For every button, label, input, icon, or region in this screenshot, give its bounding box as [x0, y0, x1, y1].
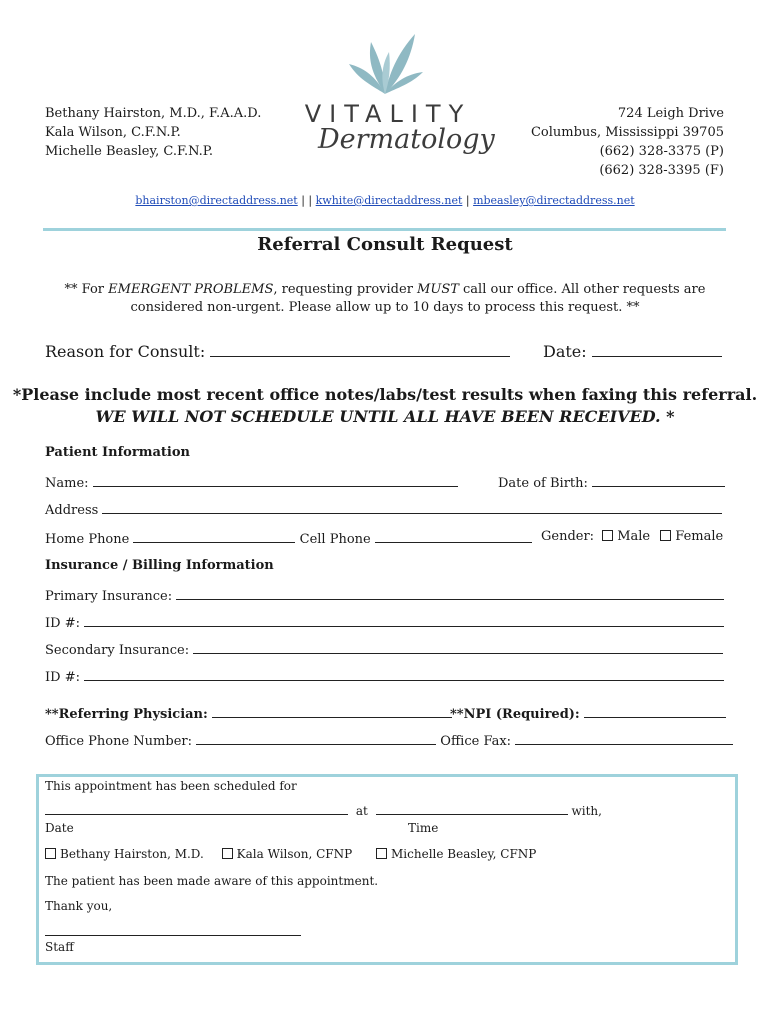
- dob-row: [498, 473, 725, 491]
- email-separator: |: [462, 194, 474, 207]
- email-link[interactable]: mbeasley@directaddress.net: [473, 194, 635, 207]
- primary-id-input[interactable]: [84, 613, 724, 627]
- provider-name: Kala Wilson, C.F.N.P.: [45, 125, 181, 140]
- office-contact-row: [45, 731, 733, 749]
- scheduled-text: This appointment has been scheduled for: [45, 779, 297, 793]
- primary-id-row: [45, 613, 724, 631]
- provider-checkbox[interactable]: [222, 848, 233, 859]
- appointment-time-input[interactable]: [376, 803, 568, 815]
- note-text: call our office. All other requests are considered non-urgent. Please allow up to 10 days to process this request. **: [130, 282, 706, 315]
- address-line: 724 Leigh Drive: [617, 106, 724, 121]
- cell-phone-input[interactable]: [375, 529, 532, 543]
- note-emphasis: MUST: [417, 282, 459, 297]
- office-fax-label: Office Fax:: [440, 734, 512, 749]
- referring-physician-input[interactable]: [212, 704, 452, 718]
- date-label: Date:: [543, 342, 587, 361]
- note-text: , requesting provider: [273, 282, 418, 297]
- name-input[interactable]: [93, 473, 458, 487]
- id-label: ID #:: [45, 670, 80, 685]
- reason-input[interactable]: [210, 343, 510, 357]
- appointment-date-input[interactable]: [45, 803, 348, 815]
- insurance-section-heading: Insurance / Billing Information: [45, 558, 274, 573]
- note-text: ** For: [64, 282, 109, 297]
- leaf-logo-icon: [345, 28, 425, 98]
- primary-insurance-label: Primary Insurance:: [45, 589, 173, 604]
- email-links: [0, 194, 770, 207]
- secondary-insurance-input[interactable]: [193, 640, 723, 654]
- name-row: [45, 473, 458, 491]
- address-input[interactable]: [102, 500, 722, 514]
- header-divider: [43, 228, 726, 231]
- provider-option-label: Bethany Hairston, M.D.: [60, 847, 204, 861]
- phone-row: [45, 529, 532, 547]
- home-phone-label: Home Phone: [45, 532, 130, 547]
- npi-input[interactable]: [584, 704, 726, 718]
- female-label: Female: [675, 529, 724, 544]
- with-text: with,: [571, 804, 602, 818]
- name-label: Name:: [45, 476, 89, 491]
- npi-row: [450, 704, 726, 722]
- referring-row: [45, 704, 452, 722]
- dob-label: Date of Birth:: [498, 476, 588, 491]
- provider-options: [45, 847, 536, 861]
- primary-insurance-input[interactable]: [176, 586, 724, 600]
- npi-label: **NPI (Required):: [450, 707, 580, 722]
- aware-text: The patient has been made aware of this appointment.: [45, 874, 379, 888]
- secondary-id-input[interactable]: [84, 667, 724, 681]
- cell-phone-label: Cell Phone: [299, 532, 371, 547]
- staff-caption: Staff: [45, 940, 74, 954]
- schedule-row: [45, 803, 602, 818]
- provider-option-label: Michelle Beasley, CFNP: [391, 847, 537, 861]
- secondary-id-row: [45, 667, 724, 685]
- patient-section-heading: Patient Information: [45, 445, 190, 460]
- thanks-text: Thank you,: [45, 899, 113, 913]
- provider-checkbox[interactable]: [376, 848, 387, 859]
- primary-insurance-row: [45, 586, 724, 604]
- gender-row: [541, 529, 723, 544]
- date-input[interactable]: [592, 343, 722, 357]
- male-checkbox[interactable]: [602, 530, 613, 541]
- provider-checkbox[interactable]: [45, 848, 56, 859]
- office-phone-input[interactable]: [196, 731, 436, 745]
- date-caption: Date: [45, 821, 74, 835]
- time-caption: Time: [408, 821, 439, 835]
- provider-option-label: Kala Wilson, CFNP: [236, 847, 353, 861]
- secondary-insurance-row: [45, 640, 723, 658]
- records-notice-line: WE WILL NOT SCHEDULE UNTIL ALL HAVE BEEN RECEIVED. *: [95, 407, 675, 426]
- provider-list: [45, 104, 261, 161]
- email-link[interactable]: bhairston@directaddress.net: [135, 194, 298, 207]
- records-notice-line: *Please include most recent office notes/labs/test results when faxing this referral.: [12, 385, 758, 404]
- id-label: ID #:: [45, 616, 80, 631]
- date-row: [543, 342, 722, 361]
- at-text: at: [355, 804, 368, 818]
- phone-line: (662) 328-3375 (P): [599, 144, 724, 159]
- urgency-note: [40, 281, 730, 317]
- office-phone-label: Office Phone Number:: [45, 734, 192, 749]
- records-notice: [0, 384, 770, 428]
- logo-script: Dermatology: [318, 124, 495, 155]
- reason-row: [45, 342, 510, 361]
- home-phone-input[interactable]: [133, 529, 295, 543]
- gender-label: Gender:: [541, 529, 595, 544]
- male-label: Male: [617, 529, 651, 544]
- dob-input[interactable]: [592, 473, 725, 487]
- form-title: Referral Consult Request: [257, 234, 513, 255]
- office-fax-input[interactable]: [515, 731, 733, 745]
- referring-physician-label: **Referring Physician:: [45, 707, 208, 722]
- staff-signature-input[interactable]: [45, 935, 301, 936]
- email-separator: | |: [297, 194, 316, 207]
- note-emphasis: EMERGENT PROBLEMS: [108, 282, 274, 297]
- female-checkbox[interactable]: [660, 530, 671, 541]
- email-link[interactable]: kwhite@directaddress.net: [315, 194, 463, 207]
- address-line: Columbus, Mississippi 39705: [530, 125, 724, 140]
- provider-name: Bethany Hairston, M.D., F.A.A.D.: [45, 106, 262, 121]
- logo-wordmark: VITALITY: [304, 100, 472, 128]
- address-row: [45, 500, 722, 518]
- address-label: Address: [45, 503, 99, 518]
- provider-name: Michelle Beasley, C.F.N.P.: [45, 144, 214, 159]
- reason-label: Reason for Consult:: [45, 342, 206, 361]
- fax-line: (662) 328-3395 (F): [599, 163, 724, 178]
- office-address: [531, 104, 724, 180]
- secondary-insurance-label: Secondary Insurance:: [45, 643, 190, 658]
